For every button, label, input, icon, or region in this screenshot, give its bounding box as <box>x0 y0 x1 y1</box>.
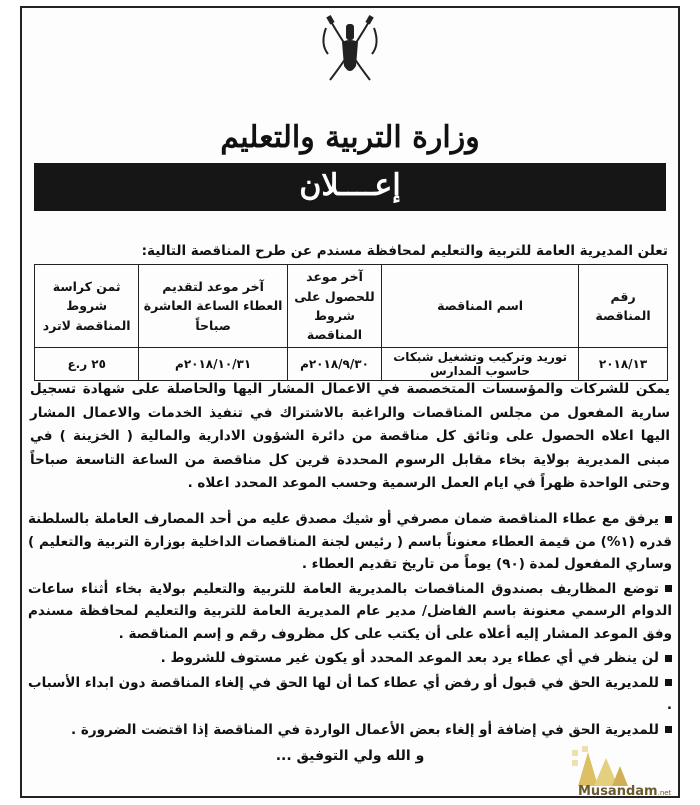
bullet-icon <box>665 679 672 686</box>
table-row <box>35 348 668 381</box>
bullet-icon <box>665 516 672 523</box>
national-emblem-icon <box>316 14 384 86</box>
list-item <box>28 578 672 646</box>
intro-text: تعلن المديرية العامة للتربية والتعليم لمحافظة مسندم عن طرح المناقصة التالية: <box>141 243 668 259</box>
list-item <box>28 719 672 742</box>
header-tender-number: رقم المناقصة <box>579 265 668 348</box>
conditions-list <box>28 508 672 743</box>
condition-text: لن ينظر في أي عطاء يرد بعد الموعد المحدد أو يكون غير مستوف للشروط . <box>160 650 659 666</box>
table-header-row <box>35 265 668 348</box>
cell-doc-deadline: ٢٠١٨/٩/٣٠م <box>287 348 381 381</box>
watermark-text <box>578 784 671 799</box>
bullet-icon <box>665 585 672 592</box>
tender-table <box>34 264 668 381</box>
list-item <box>28 508 672 576</box>
header-doc-deadline: آخر موعد للحصول على شروط المناقصة <box>287 265 381 348</box>
body-text: يمكن للشركات والمؤسسات المتخصصة في الاعمال المشار اليها والحاصلة على شهادة تسجيل سارية المفعول من مجلس المناقصات والراغبة بالاشتراك في تنفيذ الخدمات والاعمال المشار اليها اعلاه الحصول على وثائق كل مناقصة من دائرة الشؤون الادارية والمالية ( الخزينة ) في مبنى المديرية بولاية بخاء مقابل الرسوم المحددة قرين كل مناقصة من الساعة التاسعة صباحاً وحتى الواحدة ظهراً في ايام العمل الرسمية وحسب الموعد المحدد اعلاه . <box>30 381 670 491</box>
header-doc-price: ثمن كراسة شروط المناقصة لاترد <box>35 265 139 348</box>
condition-text: للمديرية الحق في إضافة أو إلغاء بعض الأعمال الواردة في المناقصة إذا اقتضت الضرورة . <box>71 721 659 738</box>
list-item <box>28 647 672 670</box>
condition-text: يرفق مع عطاء المناقصة ضمان مصرفي أو شيك مصدق عليه من أحد المصارف العاملة بالسلطنة قدره (١%) من قيمة العطاء معنوناً باسم ( رئيس لجنة المناقصات الداخلية بوزارة التربية والتعليم ) وساري المفعول لمدة (٩٠) يوماً من تاريخ تقديم العطاء . <box>28 511 672 572</box>
cell-tender-number: ٢٠١٨/١٣ <box>579 348 668 381</box>
condition-text: للمديرية الحق في قبول أو رفض أي عطاء كما أن لها الحق في إلغاء المناقصة دون ابداء الأسباب . <box>28 674 672 713</box>
header-submit-deadline: آخر موعد لتقديم العطاء الساعة العاشرة صباحاً <box>139 265 287 348</box>
watermark-suffix: .net <box>657 789 672 797</box>
cell-submit-deadline: ٢٠١٨/١٠/٣١م <box>139 348 287 381</box>
ministry-title: وزارة التربية والتعليم <box>220 120 480 155</box>
header-tender-name: اسم المناقصة <box>382 265 579 348</box>
bullet-icon <box>665 726 672 733</box>
body-paragraph <box>30 378 670 496</box>
bullet-icon <box>665 655 672 662</box>
cell-doc-price: ٢٥ ر.ع <box>35 348 139 381</box>
condition-text: توضع المظاريف بصندوق المناقصات بالمديرية العامة للتربية والتعليم بولاية بخاء أثناء ساعات الدوام الرسمي معنونة باسم الفاضل/ مدير عام المديرية العامة للتربية والتعليم لمحافظة مسندم وفق الموعد المشار إليه أعلاه على أن يكتب على كل مظروف رقم و إسم المناقصة . <box>28 580 672 642</box>
list-item <box>28 672 672 717</box>
closing-text: و الله ولي التوفيق ... <box>275 748 425 764</box>
watermark-name: Musandam <box>578 784 658 799</box>
announcement-banner: إعــــلان <box>34 163 666 211</box>
cell-tender-name: توريد وتركيب وتشغيل شبكات حاسوب المدارس <box>382 348 579 381</box>
